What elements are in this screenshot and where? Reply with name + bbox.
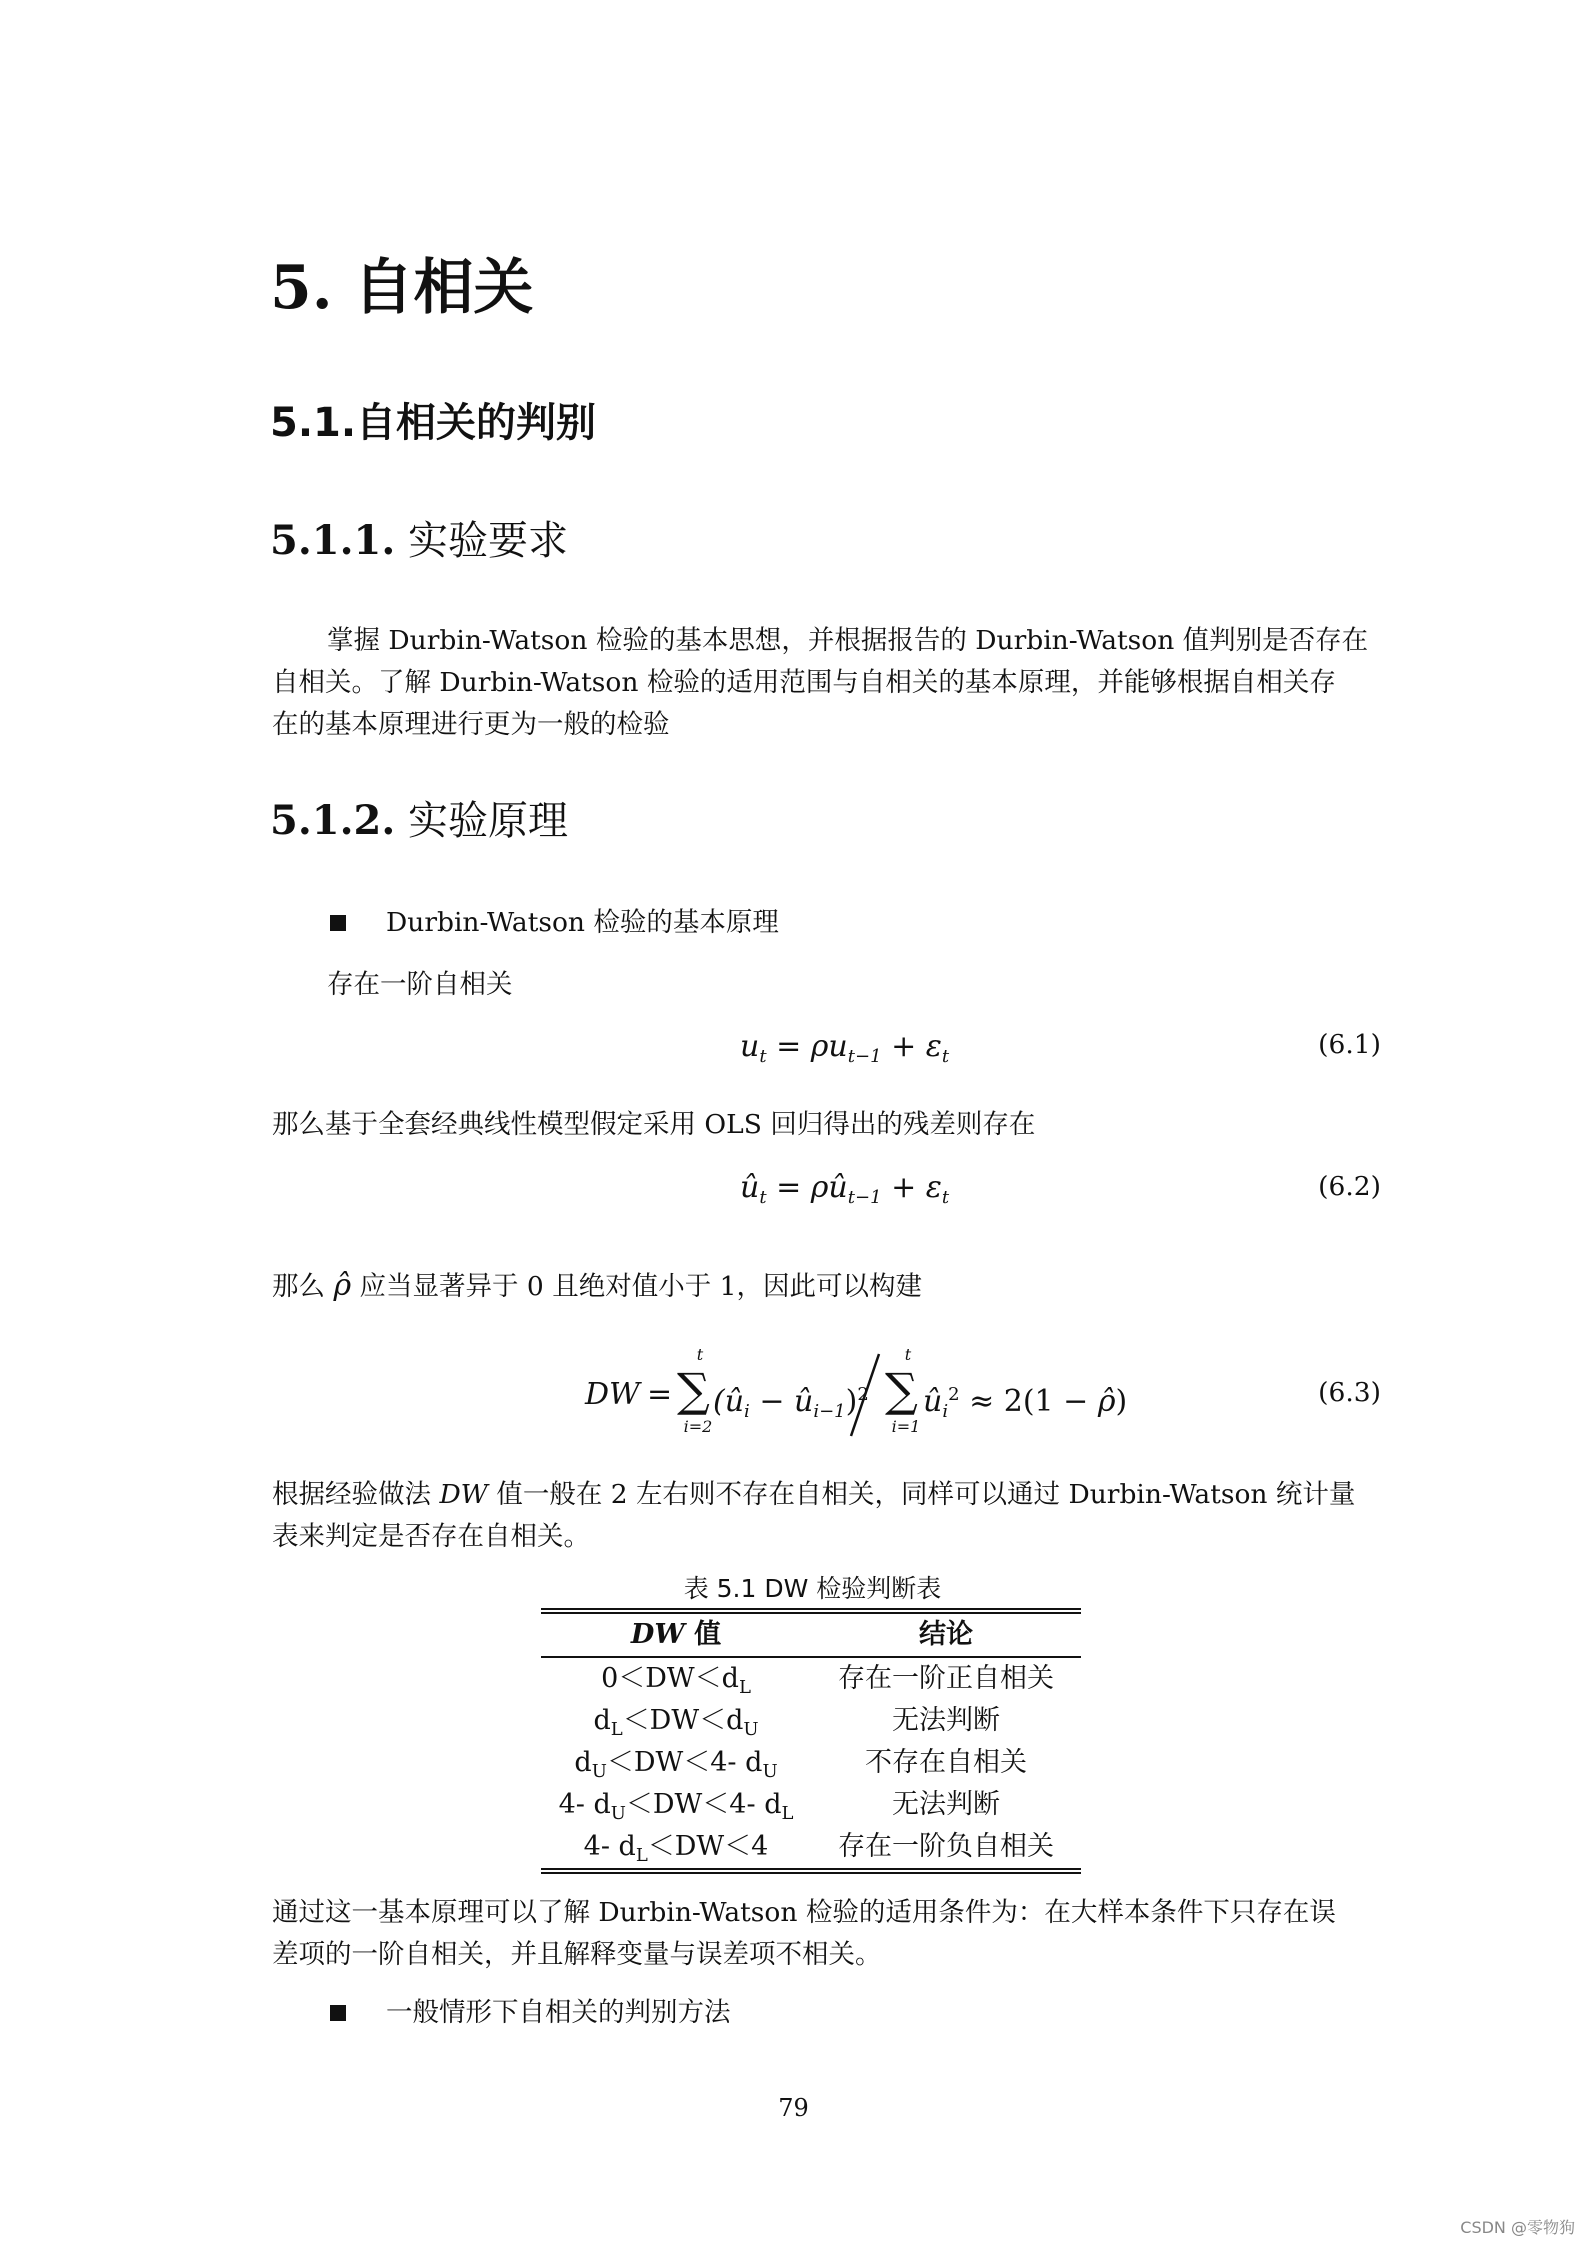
dw-range-cell: 4- $d_U<DW<4-$ $d_L$ <box>558 1789 794 1824</box>
first-order-line: 存在一阶自相关 <box>327 969 513 1000</box>
equation-number: (6.2) <box>1318 1171 1381 1202</box>
paragraph-line: 通过这一基本原理可以了解 Durbin-Watson 检验的适用条件为：在大样本条件下只存在误 <box>272 1897 1336 1928</box>
conclusion-cell: 存在一阶正自相关 <box>838 1663 1054 1694</box>
bullet-text: 一般情形下自相关的判别方法 <box>386 1997 731 2028</box>
rho-line: 那么 ρ̂ 应当显著异于 0 且绝对值小于 1，因此可以构建 <box>272 1268 922 1303</box>
dw-paragraph <box>272 1474 1372 1558</box>
bullet-item-dw-principle <box>330 903 779 943</box>
equation-6-3: DW = t ∑ i=2 ($û_i$ − $û_{i-1})^2$ t ∑ i=1 $û_i^2 \approx 2(1$ − ρ̂) <box>585 1345 1105 1445</box>
watermark: CSDN @零物狗 <box>1460 2218 1575 2237</box>
subsection-label: 实验原理 <box>408 798 568 844</box>
table-caption: 表 5.1 DW 检验判断表 <box>683 1574 942 1603</box>
header-conclusion: 结论 <box>919 1619 973 1650</box>
paragraph-line: 差项的一阶自相关，并且解释变量与误差项不相关。 <box>272 1939 882 1970</box>
subsection-title-requirements <box>270 513 568 569</box>
ols-line: 那么基于全套经典线性模型假定采用 OLS 回归得出的残差则存在 <box>272 1109 1036 1140</box>
subsection-number: 5.1.1. <box>270 517 396 564</box>
requirements-paragraph <box>272 620 1372 746</box>
dw-range-cell: $d_L<DW<d_U$ <box>593 1705 759 1740</box>
chapter-title: 5. 自相关 <box>270 253 534 323</box>
table-header-row <box>541 1611 1081 1657</box>
paragraph-line: 根据经验做法 DW 值一般在 2 左右则不存在自相关，同样可以通过 Durbin-Watson 统计量 <box>272 1479 1356 1510</box>
dw-range-cell: $0<DW<d_L$ <box>601 1663 751 1698</box>
square-bullet-icon <box>330 915 346 931</box>
dw-range-cell: 4- $d_L<DW<4$ <box>583 1831 769 1866</box>
table-row <box>541 1742 1081 1784</box>
conclusion-cell: 存在一阶负自相关 <box>838 1831 1054 1862</box>
dw-decision-table <box>541 1608 1081 1874</box>
subsection-number: 5.1.2. <box>270 797 396 844</box>
paragraph-line: 自相关。了解 Durbin-Watson 检验的适用范围与自相关的基本原理，并能够根据自相关存 <box>272 667 1336 698</box>
paragraph-line: 在的基本原理进行更为一般的检验 <box>272 709 670 740</box>
square-bullet-icon <box>330 2005 346 2021</box>
subsection-label: 实验要求 <box>408 518 568 564</box>
equation-number: (6.3) <box>1318 1377 1381 1408</box>
conditions-paragraph <box>272 1892 1372 1976</box>
paragraph-line: 表来判定是否存在自相关。 <box>272 1521 590 1552</box>
paragraph-line: 掌握 Durbin-Watson 检验的基本思想，并根据报告的 Durbin-Watson 值判别是否存在 <box>327 625 1369 656</box>
equation-number: (6.1) <box>1318 1029 1381 1060</box>
bullet-item-general-methods <box>330 1993 731 2033</box>
equation-6-1: $u_t = \rho u_{t-1} + \varepsilon_t$ <box>740 1029 950 1067</box>
fraction-slash <box>845 1350 885 1440</box>
subsection-title-principle <box>270 793 568 849</box>
equation-6-2: $û_t$ = $\rho û_{t-1} + \varepsilon_t$ <box>740 1170 950 1208</box>
page-number: 79 <box>778 2094 809 2122</box>
dw-range-cell: $d_U<DW<4-$ $d_U$ <box>574 1747 778 1782</box>
rho-hat-symbol: ρ̂ <box>333 1268 352 1303</box>
table-row <box>541 1784 1081 1826</box>
table-row <box>541 1826 1081 1871</box>
table-row <box>541 1700 1081 1742</box>
table-row <box>541 1657 1081 1700</box>
section-title: 5.1.自相关的判别 <box>270 400 597 446</box>
conclusion-cell: 不存在自相关 <box>865 1747 1027 1778</box>
conclusion-cell: 无法判断 <box>892 1789 1000 1820</box>
bullet-text: Durbin-Watson 检验的基本原理 <box>386 907 779 938</box>
conclusion-cell: 无法判断 <box>892 1705 1000 1736</box>
header-dw-value: DW 值 <box>630 1619 722 1650</box>
